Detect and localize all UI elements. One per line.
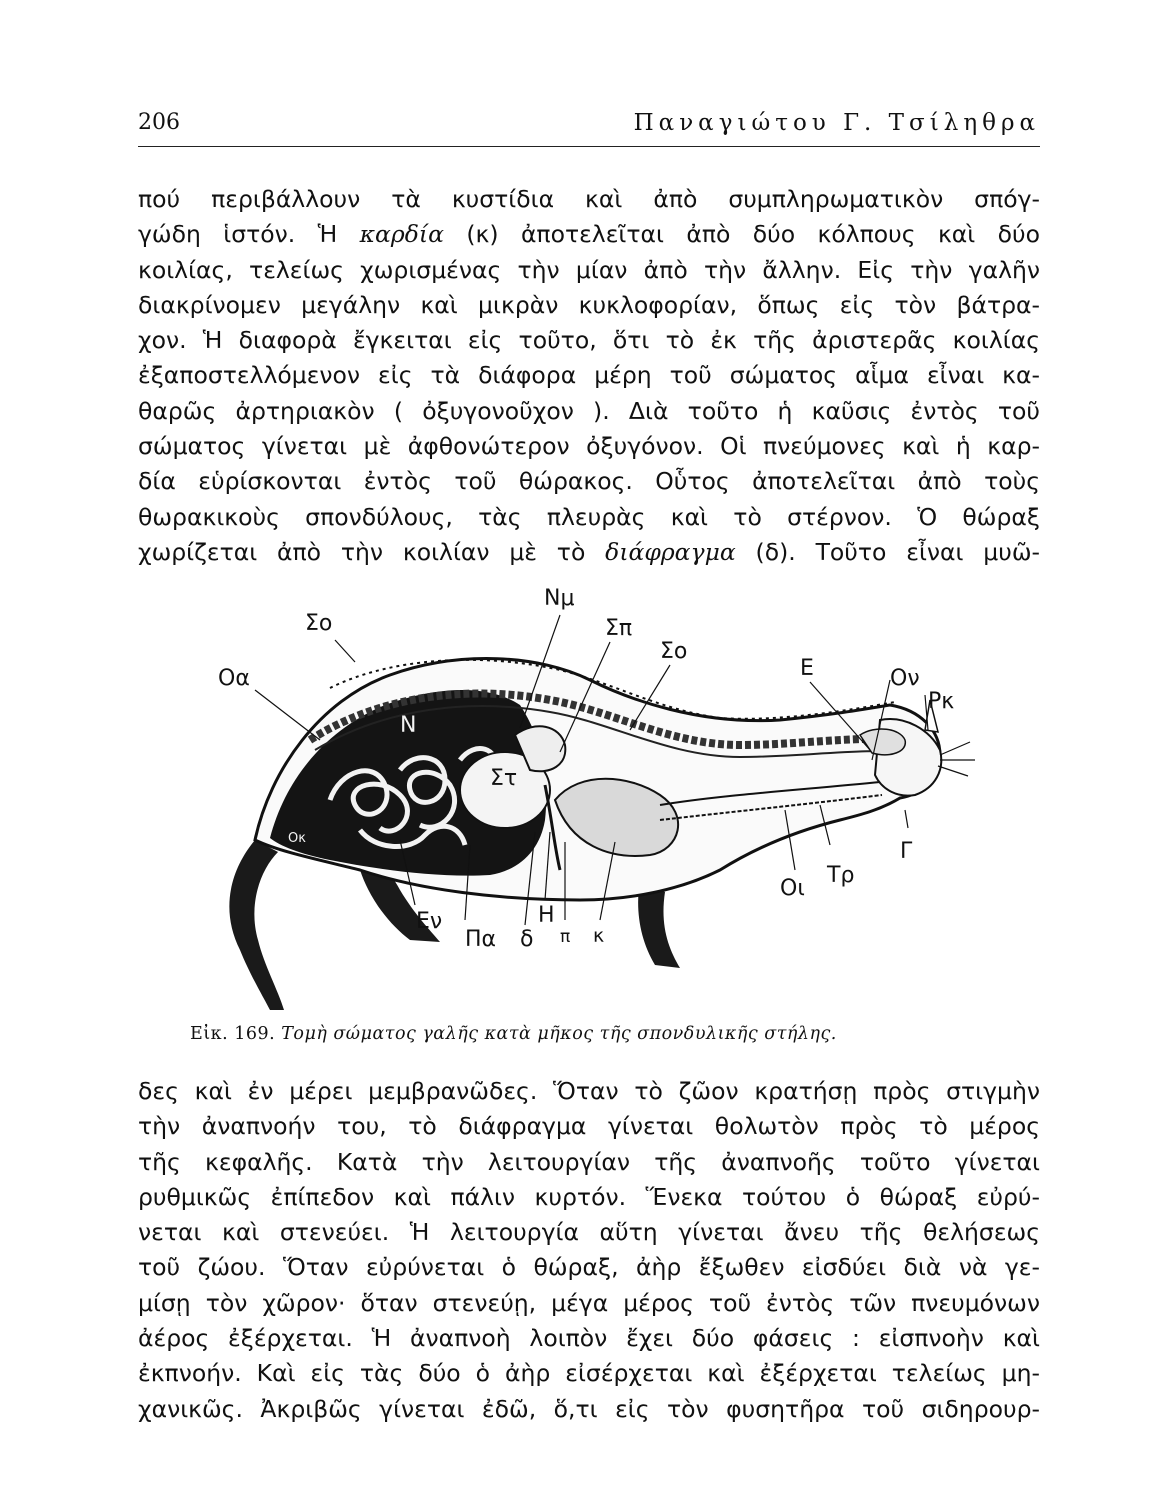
label-Rk: Ρκ [928, 689, 955, 714]
body-text-bottom [138, 1074, 1040, 1427]
text-line: σώματος γίνεται μὲ ἀφθονώτερον ὀξυγόνον. Οἱ πνεύμονες καὶ ἡ καρ- [138, 432, 1040, 461]
text-line: δία εὑρίσκονται ἐντὸς τοῦ θώρακος. Οὗτος ἀποτελεῖται ἀπὸ τοὺς [138, 467, 1040, 496]
text-line: διακρίνομεν μεγάλην καὶ μικρὰν κυκλοφορίαν, ὅπως εἰς τὸν βάτρα- [138, 290, 1040, 319]
text-line: θωρακικοὺς σπονδύλους, τὰς πλευρὰς καὶ τὸ στέρνον. Ὁ θώραξ [138, 502, 1040, 531]
text-line: τὴν ἀναπνοήν του, τὸ διάφραγμα γίνεται θολωτὸν πρὸς τὸ μέρος [138, 1112, 1040, 1141]
text-line: δες καὶ ἐν μέρει μεμβρανῶδες. Ὅταν τὸ ζῶον κρατήσῃ πρὸς στιγμὴν [138, 1077, 1040, 1105]
text-line: θαρῶς ἀρτηριακὸν ( ὀξυγονοῦχον ). Διὰ τοῦτο ἡ καῦσις ἐντὸς τοῦ [138, 396, 1040, 425]
text-line: τοῦ ζώου. Ὅταν εὐρύνεται ὁ θώραξ, ἀὴρ ἔξωθεν εἰσδύει διὰ νὰ γε- [138, 1253, 1040, 1282]
text-line: ρυθμικῶς ἐπίπεδον καὶ πάλιν κυρτόν. Ἕνεκα τούτου ὁ θώραξ εὐρύ- [138, 1182, 1040, 1211]
label-H: Η [538, 903, 555, 928]
label-p: π [560, 927, 571, 947]
text-line: νεται καὶ στενεύει. Ἡ λειτουργία αὕτη γίνεται ἄνευ τῆς θελήσεως [138, 1218, 1040, 1247]
text-line: χωρίζεται ἀπὸ τὴν κοιλίαν μὲ τὸ διάφραγμα (δ). Τοῦτο εἶναι μυῶ- [138, 537, 1040, 566]
tail-shape [229, 840, 284, 1010]
term-kardia: καρδία [359, 220, 444, 249]
text-line: τῆς κεφαλῆς. Κατὰ τὴν λειτουργίαν τῆς ἀναπνοῆς τοῦτο γίνεται [138, 1147, 1040, 1176]
label-Nm: Νμ [544, 586, 575, 611]
label-En: Εν [416, 909, 443, 934]
label-d: δ [520, 927, 534, 952]
label-Oi: Οι [780, 876, 805, 901]
label-On: Ον [890, 666, 920, 691]
label-Pa: Πα [465, 927, 497, 952]
text-line: χανικῶς. Ἀκριβῶς γίνεται ἐδῶ, ὅ,τι εἰς τὸν φυσητῆρα τοῦ σιδηρουρ- [138, 1394, 1040, 1423]
body-text-top [138, 182, 1040, 570]
label-Oa: Οα [218, 666, 250, 691]
text-line: ἀέρος ἐξέρχεται. Ἡ ἀναπνοὴ λοιπὸν ἔχει δύο φάσεις : εἰσπνοὴν καὶ [138, 1324, 1040, 1353]
weasel-section-figure [160, 570, 1020, 1010]
label-N: Ν [400, 713, 417, 738]
label-G: Γ [900, 839, 913, 864]
term-diafragma: διάφραγμα [605, 537, 736, 566]
label-So-left: Σο [305, 611, 333, 636]
label-So-right: Σο [660, 639, 688, 664]
text-line: ἐκπνοήν. Καὶ εἰς τὰς δύο ὁ ἀὴρ εἰσέρχεται καὶ ἐξέρχεται τελείως μη- [138, 1359, 1040, 1388]
anatomy-illustration [160, 570, 1020, 1010]
text-line: γώδη ἱστόν. Ἡ καρδία (κ) ἀποτελεῖται ἀπὸ δύο κόλπους καὶ δύο [138, 220, 1040, 249]
author-name: Παναγιώτου Γ. Τσίληθρα [633, 110, 1040, 136]
running-header [138, 106, 1040, 147]
label-St: Στ [490, 766, 518, 791]
label-Sp: Σπ [605, 616, 633, 641]
label-Tr: Τρ [827, 863, 855, 888]
label-Ok: Οκ [288, 831, 306, 846]
label-E: Ε [800, 656, 814, 681]
page-number: 206 [138, 110, 180, 135]
label-k: κ [593, 925, 605, 947]
text-line: ἐξαποστελλόμενον εἰς τὰ διάφορα μέρη τοῦ σώματος αἷμα εἶναι κα- [138, 361, 1040, 390]
figure-caption: Εἰκ. 169. Τομὴ σώματος γαλῆς κατὰ μῆκος τῆς σπονδυλικῆς στήλης. [190, 1024, 837, 1044]
text-line: μίσῃ τὸν χῶρον· ὅταν στενεύῃ, μέγα μέρος τοῦ ἐντὸς τῶν πνευμόνων [138, 1288, 1040, 1317]
whiskers [938, 742, 975, 776]
text-line: χον. Ἡ διαφορὰ ἔγκειται εἰς τοῦτο, ὅτι τὸ ἐκ τῆς ἀριστερᾶς κοιλίας [138, 326, 1040, 355]
text-line: πού περιβάλλουν τὰ κυστίδια καὶ ἀπὸ συμπληρωματικὸν σπόγ- [138, 185, 1040, 213]
text-line: κοιλίας, τελείως χωρισμένας τὴν μίαν ἀπὸ τὴν ἄλλην. Εἰς τὴν γαλῆν [138, 255, 1040, 284]
